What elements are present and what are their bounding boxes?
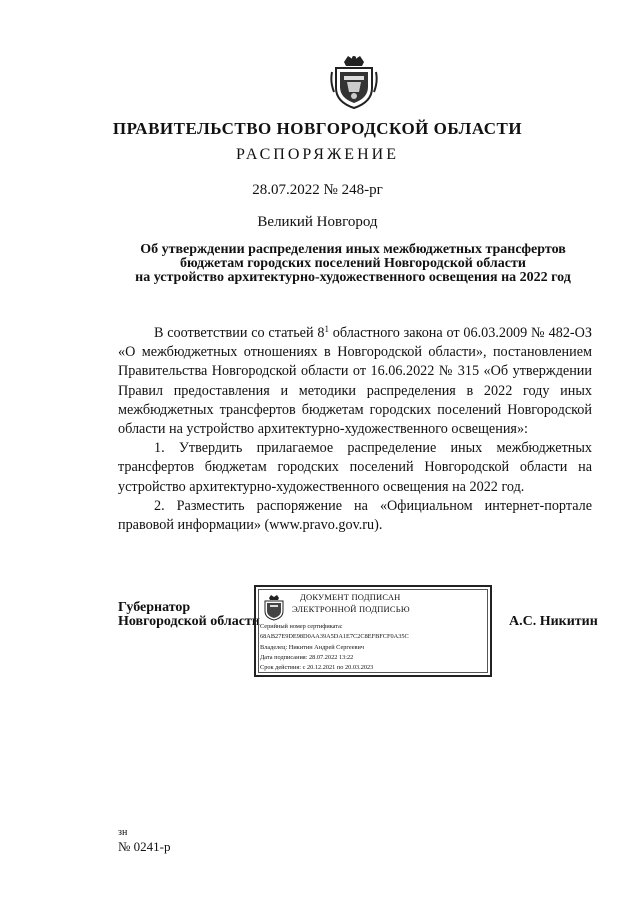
stamp-header: ДОКУМЕНТ ПОДПИСАН bbox=[300, 592, 401, 602]
paragraph-text: В соответствии со статьей 8 bbox=[154, 325, 325, 341]
coat-of-arms-icon bbox=[330, 52, 378, 110]
date-number-line: 28.07.2022 № 248-рг bbox=[252, 182, 383, 198]
stamp-header: ЭЛЕКТРОННОЙ ПОДПИСЬЮ bbox=[292, 604, 410, 614]
stamp-validity: Срок действия: с 20.12.2021 по 20.03.2023 bbox=[260, 664, 374, 671]
registration-number: № 0241-р bbox=[118, 839, 171, 854]
title-line: на устройство архитектурно-художественного освещения на 2022 год bbox=[135, 270, 571, 285]
stamp-owner: Владелец: Никитин Андрей Сергеевич bbox=[260, 644, 365, 651]
organization-heading: ПРАВИТЕЛЬСТВО НОВГОРОДСКОЙ ОБЛАСТИ bbox=[112, 119, 523, 138]
document-type-heading: РАСПОРЯЖЕНИЕ bbox=[236, 146, 399, 163]
electronic-signature-stamp bbox=[254, 585, 492, 677]
document-title bbox=[118, 243, 588, 285]
stamp-coat-of-arms-icon bbox=[262, 593, 286, 621]
position-line: Губернатор bbox=[118, 600, 191, 615]
signatory-position bbox=[118, 601, 260, 629]
superscript: 1 bbox=[324, 324, 329, 334]
body-paragraph: 1. Утвердить прилагаемое распределение иных межбюджетных трансфертов бюджетам городских поселений Новгородской области на устройство архитектурно-художественного освещения на 2022 год. bbox=[118, 440, 592, 495]
stamp-serial-label: Серийный номер сертификата: bbox=[260, 623, 343, 630]
stamp-serial: 68AB27E9DE98D0AA39A5DA1E7C2C8EFBFCF0A35C bbox=[260, 633, 409, 640]
stamp-signed-date: Дата подписания: 28.07.2022 13:22 bbox=[260, 654, 354, 661]
footer-code bbox=[118, 826, 170, 854]
signer-name: А.С. Никитин bbox=[509, 614, 598, 629]
executor-initials: зн bbox=[118, 827, 128, 838]
title-line: Об утверждении распределения иных межбюджетных трансфертов bbox=[140, 242, 566, 257]
paragraph-text: областного закона от 06.03.2009 № 482-ОЗ «О межбюджетных отношениях в Новгородской области», постановлением Правительства Новгородской области от 16.06.2022 № 315 «Об утверждении Правил предоставления и методики распределения в 2022 году иных межбюджетных трансфертов бюджетам городских поселений Новгородской области на устройство архитектурно-художественного освещения»: bbox=[118, 325, 592, 438]
city-line: Великий Новгород bbox=[257, 214, 378, 230]
document-body bbox=[118, 320, 592, 535]
body-paragraph bbox=[118, 320, 592, 439]
position-line: Новгородской области bbox=[118, 614, 260, 629]
body-paragraph: 2. Разместить распоряжение на «Официальном интернет-портале правовой информации» (www.pravo.gov.ru). bbox=[118, 497, 592, 534]
title-line: бюджетам городских поселений Новгородской области bbox=[180, 256, 526, 271]
